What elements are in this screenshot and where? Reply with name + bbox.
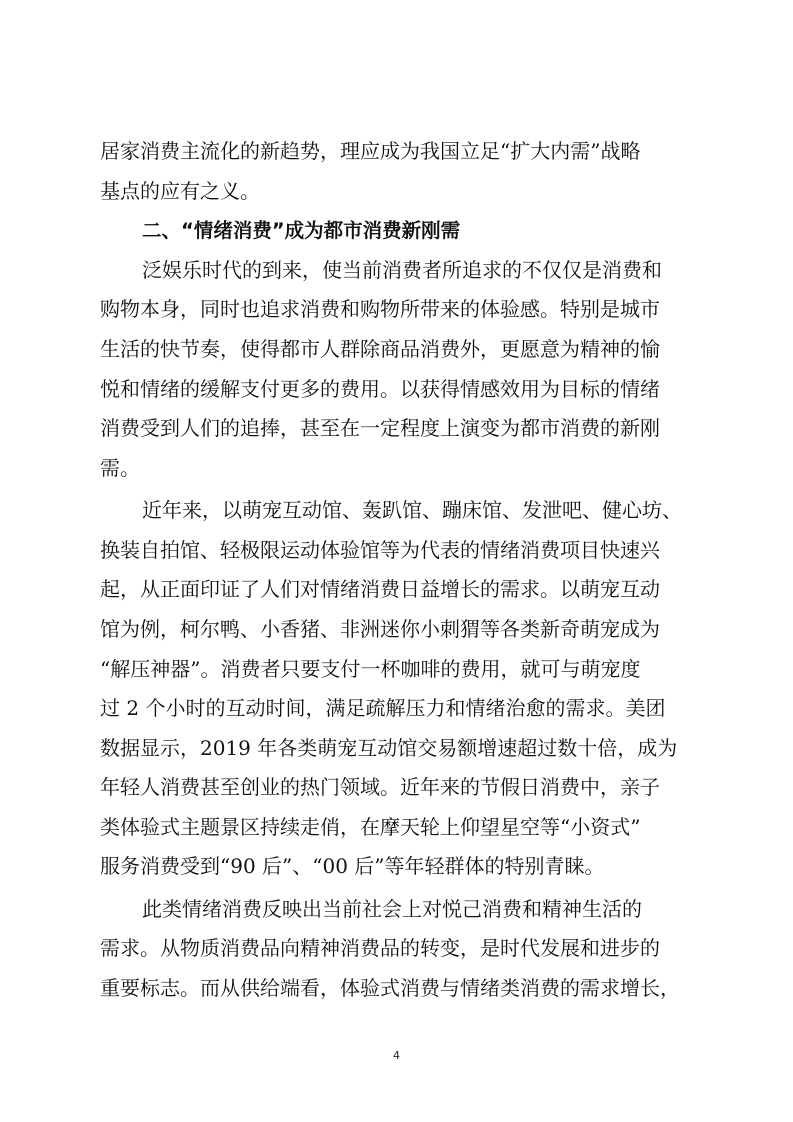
text-line: 类体验式主题景区持续走俏，在摩天轮上仰望星空等“小资式” bbox=[100, 814, 641, 839]
text-line: 此类情绪消费反映出当前社会上对悦己消费和精神生活的 bbox=[142, 896, 642, 921]
text-line: 近年来，以萌宠互动馆、轰趴馆、蹦床馆、发泄吧、健心坊、 bbox=[142, 498, 682, 523]
document-body bbox=[100, 132, 696, 1009]
text-line: 悦和情绪的缓解支付更多的费用。以获得情感效用为目标的情绪 bbox=[100, 376, 660, 401]
text-line: 需。 bbox=[100, 455, 140, 480]
text-line: “解压神器”。消费者只要支付一杯咖啡的费用，就可与萌宠度 bbox=[100, 656, 641, 681]
paragraph-3 bbox=[100, 491, 696, 887]
text-line: 基点的应有之义。 bbox=[100, 178, 260, 203]
paragraph-4 bbox=[100, 890, 696, 1009]
text-line: 泛娱乐时代的到来，使当前消费者所追求的不仅仅是消费和 bbox=[142, 257, 662, 282]
text-line: 消费受到人们的追捧，甚至在一定程度上演变为都市消费的新刚 bbox=[100, 416, 660, 441]
text-line: 需求。从物质消费品向精神消费品的转变，是时代发展和进步的 bbox=[100, 936, 660, 961]
paragraph-1 bbox=[100, 132, 696, 211]
text-line: 数据显示，2019 年各类萌宠互动馆交易额增速超过数十倍，成为 bbox=[100, 735, 678, 760]
text-line: 馆为例，柯尔鸭、小香猪、非洲迷你小刺猬等各类新奇萌宠成为 bbox=[100, 616, 660, 641]
page-number: 4 bbox=[393, 1049, 400, 1062]
text-line: 起，从正面印证了人们对情绪消费日益增长的需求。以萌宠互动 bbox=[100, 577, 660, 602]
section-heading: 二、“情绪消费”成为都市消费新刚需 bbox=[142, 219, 461, 243]
paragraph-2 bbox=[100, 251, 696, 489]
text-line: 服务消费受到“90 后”、“00 后”等年轻群体的特别青睐。 bbox=[100, 854, 605, 879]
text-line: 过 2 个小时的互动时间，满足疏解压力和情绪治愈的需求。美团 bbox=[100, 696, 666, 721]
text-line: 生活的快节奏，使得都市人群除商品消费外，更愿意为精神的愉 bbox=[100, 336, 660, 361]
text-line: 购物本身，同时也追求消费和购物所带来的体验感。特别是城市 bbox=[100, 297, 660, 322]
text-line: 重要标志。而从供给端看，体验式消费与情绪类消费的需求增长， bbox=[100, 976, 680, 1001]
text-line: 年轻人消费甚至创业的热门领域。近年来的节假日消费中，亲子 bbox=[100, 775, 660, 800]
text-line: 换装自拍馆、轻极限运动体验馆等为代表的情绪消费项目快速兴 bbox=[100, 537, 660, 562]
text-line: 居家消费主流化的新趋势，理应成为我国立足“扩大内需”战略 bbox=[100, 139, 641, 163]
